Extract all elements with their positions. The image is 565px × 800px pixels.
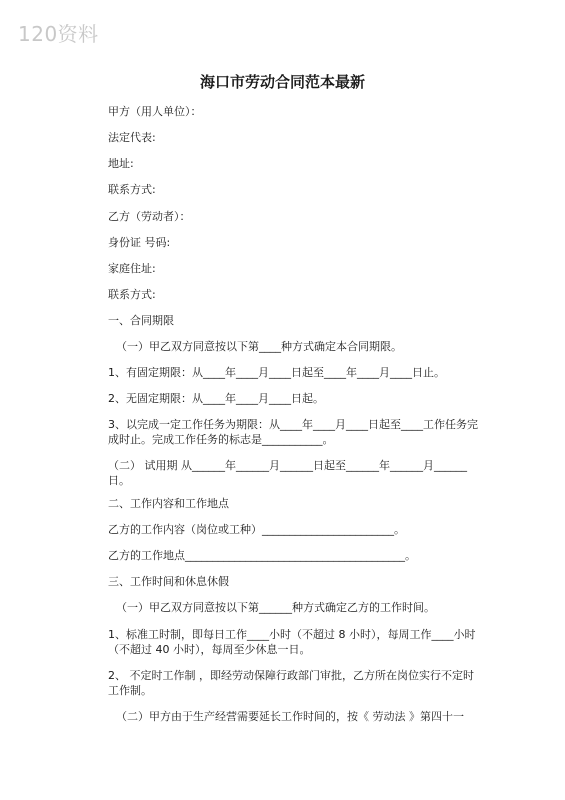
address-line: 地址:	[108, 157, 134, 170]
id-number-line: 身份证 号码:	[108, 236, 171, 249]
home-address-line: 家庭住址:	[108, 262, 156, 275]
clause-overtime: （二）甲方由于生产经营需要延长工作时间的，按《 劳动法 》第四十一	[116, 710, 464, 723]
clause-fixed-term: 1、有固定期限：从____年____月____日起至____年____月____日止。	[108, 366, 445, 379]
work-content-line: 乙方的工作内容（岗位或工种）________________________。	[108, 523, 405, 536]
party-a-line: 甲方（用人单位）：	[108, 105, 202, 118]
clause-term-method: （一）甲乙双方同意按以下第____种方式确定本合同期限。	[116, 340, 402, 353]
clause-standard-hours: 1、标准工时制，即每日工作____小时（不超过 8 小时），每周工作____小时（不超过 40 小时），每周至少休息一日。	[108, 628, 476, 656]
contact-line-b: 联系方式:	[108, 288, 156, 301]
clause-open-term: 2、无固定期限：从____年____月____日起。	[108, 392, 324, 405]
clause-task-term: 3、以完成一定工作任务为期限：从____年____月____日起至____工作任务完成时止。完成工作任务的标志是___________。	[108, 418, 478, 446]
section-heading-hours: 三、工作时间和休息休假	[108, 575, 229, 588]
legal-representative-line: 法定代表:	[108, 131, 156, 144]
work-location-line: 乙方的工作地点________________________________________。	[108, 549, 416, 562]
clause-probation: （二） 试用期 从______年______月______日起至______年______月______日。	[108, 459, 467, 487]
section-heading-term: 一、合同期限	[108, 314, 174, 327]
section-heading-work: 二、工作内容和工作地点	[108, 497, 229, 510]
document-title: 海口市劳动合同范本最新	[199, 73, 365, 91]
clause-hours-method: （一）甲乙双方同意按以下第______种方式确定乙方的工作时间。	[116, 601, 435, 614]
clause-flexible-hours: 2、 不定时工作制 ，即经劳动保障行政部门审批，乙方所在岗位实行不定时工作制。	[108, 669, 474, 697]
contact-line-a: 联系方式:	[108, 183, 156, 196]
watermark-logo: 120资料	[18, 22, 99, 46]
party-b-line: 乙方（劳动者）：	[108, 210, 191, 223]
